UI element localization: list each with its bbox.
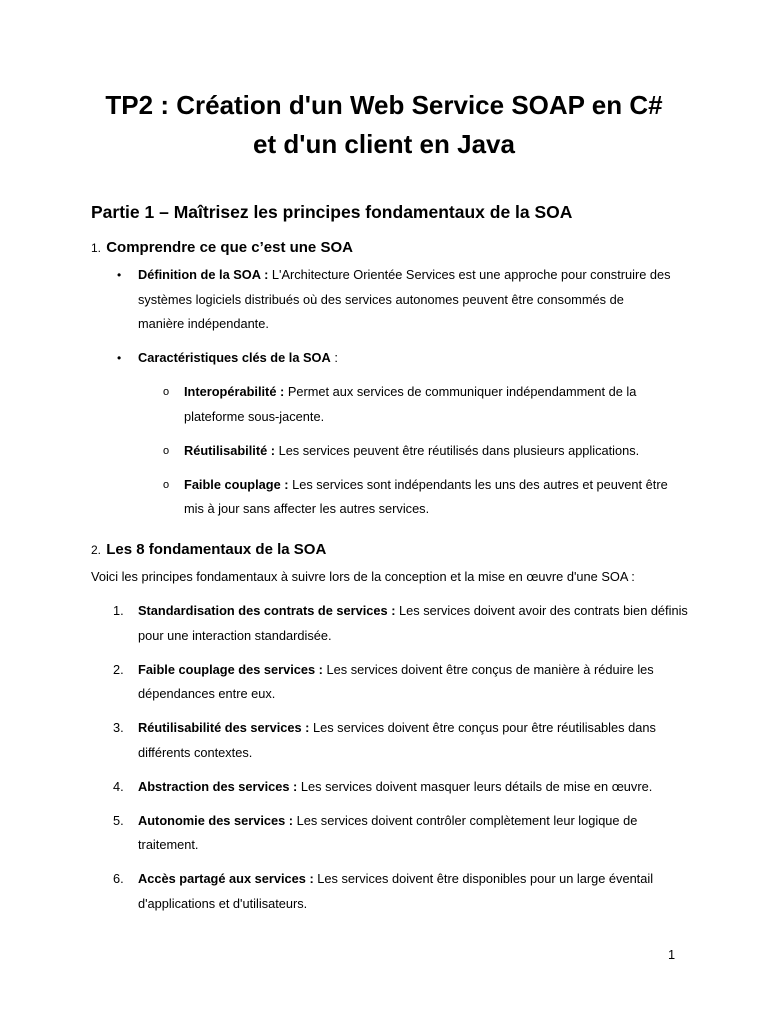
numbered-body: Les services doivent contrôler complètement leur logique de traitement. bbox=[138, 812, 638, 853]
bullet-label: Caractéristiques clés de la SOA bbox=[138, 350, 331, 366]
sub-bullet-text bbox=[184, 473, 744, 522]
page-number: 1 bbox=[668, 947, 676, 962]
item-number: 4. bbox=[113, 778, 124, 794]
bullet-text bbox=[138, 346, 738, 371]
section-heading bbox=[91, 537, 326, 561]
sub-bullet-body: Les services sont indépendants les uns des autres et peuvent être mis à jour sans affecter les autres services. bbox=[184, 476, 668, 517]
numbered-label: Faible couplage des services : bbox=[138, 661, 323, 677]
numbered-label: Standardisation des contrats de services : bbox=[138, 603, 396, 618]
sub-bullet-text bbox=[184, 439, 744, 464]
bullet-item bbox=[117, 346, 738, 522]
numbered-body: Les services doivent avoir des contrats bien définis pour une interaction standardisée. bbox=[138, 603, 688, 643]
numbered-item bbox=[113, 716, 738, 765]
sub-bullet-body: Les services peuvent être réutilisés dans plusieurs applications. bbox=[278, 442, 640, 458]
item-number: 5. bbox=[113, 812, 124, 828]
numbered-label: Réutilisabilité des services : bbox=[138, 720, 310, 736]
bullet-body: : bbox=[334, 350, 338, 366]
numbered-text bbox=[138, 716, 738, 765]
numbered-label: Accès partagé aux services : bbox=[138, 871, 314, 887]
numbered-item bbox=[113, 775, 738, 800]
bullet-marker: • bbox=[117, 268, 122, 282]
sub-bullet-body: Permet aux services de communiquer indépendamment de la plateforme sous-jacente. bbox=[184, 384, 637, 424]
sub-bullet-label: Réutilisabilité : bbox=[184, 442, 276, 458]
sub-bullet-item bbox=[163, 473, 744, 522]
section-heading bbox=[91, 235, 353, 259]
numbered-item bbox=[113, 809, 738, 858]
bullet-body: L'Architecture Orientée Services est une approche pour construire des systèmes logiciels distribués où des services autonomes peuvent être consommés de manière indépendante. bbox=[138, 267, 671, 331]
document-title: TP2 : Création d'un Web Service SOAP en C# et d'un client en Java bbox=[105, 90, 663, 159]
section-title: Comprendre ce que c’est une SOA bbox=[106, 239, 353, 256]
sub-bullet-label: Faible couplage : bbox=[184, 476, 289, 492]
sub-bullet-marker: o bbox=[163, 444, 170, 457]
section-number: 2. bbox=[91, 543, 102, 557]
sub-bullet-label: Interopérabilité : bbox=[184, 384, 285, 400]
bullet-label: Définition de la SOA : bbox=[138, 267, 269, 282]
numbered-text bbox=[138, 658, 738, 707]
numbered-list bbox=[113, 599, 738, 926]
section-number: 1. bbox=[91, 241, 102, 255]
item-number: 1. bbox=[113, 603, 124, 618]
sub-bullet-text bbox=[184, 380, 744, 429]
numbered-body: Les services doivent être conçus de manière à réduire les dépendances entre eux. bbox=[138, 661, 654, 702]
numbered-label: Abstraction des services : bbox=[138, 778, 298, 794]
numbered-text bbox=[138, 867, 738, 916]
sub-bullet-marker: o bbox=[163, 386, 170, 399]
part-heading: Partie 1 – Maîtrisez les principes fondamentaux de la SOA bbox=[91, 202, 573, 222]
numbered-item bbox=[113, 658, 738, 707]
item-number: 3. bbox=[113, 720, 124, 736]
bullet-marker: • bbox=[117, 351, 122, 366]
numbered-label: Autonomie des services : bbox=[138, 812, 294, 828]
section-title: Les 8 fondamentaux de la SOA bbox=[106, 541, 327, 558]
sub-bullet-item bbox=[163, 439, 744, 464]
numbered-item bbox=[113, 599, 738, 648]
numbered-text bbox=[138, 809, 738, 858]
numbered-body: Les services doivent être conçus pour être réutilisables dans différents contextes. bbox=[138, 720, 656, 760]
sub-bullet-item bbox=[163, 380, 744, 429]
numbered-text bbox=[138, 599, 738, 648]
numbered-item bbox=[113, 867, 738, 916]
numbered-body: Les services doivent être disponibles pour un large éventail d'applications et d'utilisateurs. bbox=[138, 871, 654, 911]
bullet-item bbox=[117, 263, 738, 337]
numbered-body: Les services doivent masquer leurs détails de mise en œuvre. bbox=[300, 778, 653, 794]
sub-bullet-marker: o bbox=[163, 478, 170, 491]
item-number: 6. bbox=[113, 871, 124, 887]
section-intro: Voici les principes fondamentaux à suivre lors de la conception et la mise en œuvre d'une SOA : bbox=[91, 569, 635, 584]
bullet-list bbox=[117, 263, 738, 531]
bullet-text bbox=[138, 263, 738, 337]
item-number: 2. bbox=[113, 661, 124, 677]
sub-bullet-list bbox=[163, 380, 744, 522]
numbered-text bbox=[138, 775, 738, 800]
